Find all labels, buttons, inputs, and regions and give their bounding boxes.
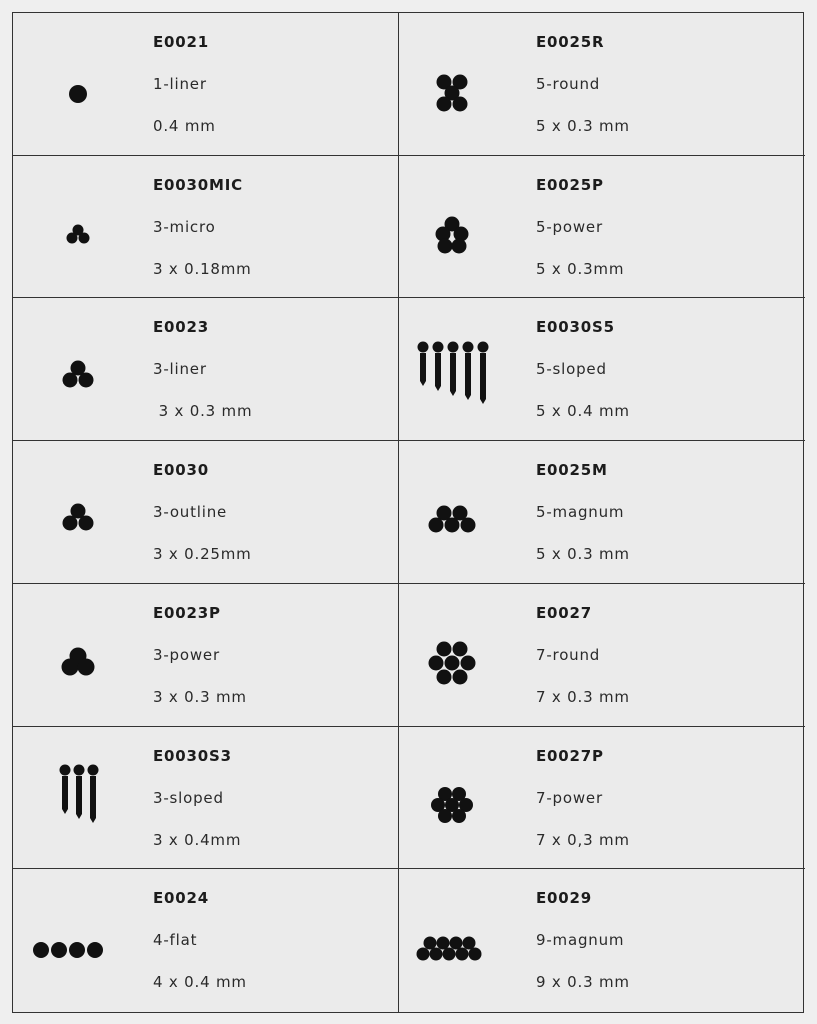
product-code: E0025P bbox=[536, 175, 604, 194]
product-description: 5-sloped bbox=[536, 360, 607, 379]
product-code: E0030S5 bbox=[536, 318, 615, 337]
product-description: 5-round bbox=[536, 75, 601, 93]
needle-3-outline-icon bbox=[21, 441, 111, 583]
needle-3-power-icon bbox=[21, 584, 111, 726]
product-description: 1-liner bbox=[153, 75, 207, 93]
product-size: 7 x 0,3 mm bbox=[536, 830, 630, 849]
needle-1-liner-icon bbox=[21, 13, 111, 155]
needle-9-magnum-icon bbox=[407, 869, 497, 1012]
table-cell bbox=[399, 441, 805, 584]
table-cell bbox=[13, 869, 399, 1012]
table-cell bbox=[13, 727, 399, 870]
product-size: 5 x 0.3mm bbox=[536, 259, 625, 278]
needle-3-micro-icon bbox=[21, 156, 111, 298]
needle-7-power-icon bbox=[407, 727, 497, 869]
needle-5-magnum-icon bbox=[407, 441, 497, 583]
product-code: E0027 bbox=[536, 603, 592, 622]
needle-3-liner-icon bbox=[21, 298, 111, 440]
table-cell bbox=[399, 584, 805, 727]
product-code: E0030 bbox=[153, 461, 209, 480]
product-size: 9 x 0.3 mm bbox=[536, 973, 630, 992]
product-size: 3 x 0.25mm bbox=[153, 545, 252, 564]
needle-7-round-icon bbox=[407, 584, 497, 726]
table-cell bbox=[13, 156, 399, 299]
product-description: 7-power bbox=[536, 788, 603, 807]
needle-5-sloped-icon bbox=[407, 298, 497, 440]
table-cell bbox=[399, 869, 805, 1012]
product-size: 7 x 0.3 mm bbox=[536, 687, 630, 706]
product-size: 5 x 0.3 mm bbox=[536, 117, 630, 135]
product-description: 3-outline bbox=[153, 503, 228, 522]
needle-table bbox=[12, 12, 804, 1013]
product-size: 0.4 mm bbox=[153, 117, 216, 135]
product-size: 5 x 0.4 mm bbox=[536, 402, 630, 421]
product-size: 5 x 0.3 mm bbox=[536, 545, 630, 564]
needle-3-sloped-icon bbox=[21, 727, 111, 869]
table-cell bbox=[399, 298, 805, 441]
needle-5-round-icon bbox=[407, 13, 497, 155]
product-description: 3-liner bbox=[153, 360, 207, 379]
product-code: E0023 bbox=[153, 318, 209, 337]
product-code: E0030MIC bbox=[153, 175, 243, 194]
product-code: E0030S3 bbox=[153, 746, 232, 765]
product-description: 4-flat bbox=[153, 931, 198, 950]
table-cell bbox=[399, 727, 805, 870]
product-description: 9-magnum bbox=[536, 931, 625, 950]
product-code: E0025M bbox=[536, 461, 608, 480]
needle-4-flat-icon bbox=[21, 869, 111, 1012]
product-code: E0027P bbox=[536, 746, 604, 765]
table-cell bbox=[13, 13, 399, 156]
table-cell bbox=[13, 441, 399, 584]
table-cell bbox=[13, 298, 399, 441]
product-description: 5-magnum bbox=[536, 503, 625, 522]
product-size: 3 x 0.4mm bbox=[153, 830, 242, 849]
product-description: 3-micro bbox=[153, 217, 216, 236]
table-cell bbox=[399, 156, 805, 299]
needle-5-power-icon bbox=[407, 156, 497, 298]
product-code: E0023P bbox=[153, 603, 221, 622]
product-description: 3-power bbox=[153, 645, 220, 664]
product-description: 3-sloped bbox=[153, 788, 224, 807]
product-description: 7-round bbox=[536, 645, 601, 664]
product-code: E0024 bbox=[153, 889, 209, 908]
product-size: 3 x 0.3 mm bbox=[153, 402, 253, 421]
product-code: E0025R bbox=[536, 33, 605, 51]
product-code: E0029 bbox=[536, 889, 592, 908]
product-size: 4 x 0.4 mm bbox=[153, 973, 247, 992]
product-code: E0021 bbox=[153, 33, 209, 51]
product-description: 5-power bbox=[536, 217, 603, 236]
table-cell bbox=[13, 584, 399, 727]
table-cell bbox=[399, 13, 805, 156]
product-size: 3 x 0.18mm bbox=[153, 259, 252, 278]
product-size: 3 x 0.3 mm bbox=[153, 687, 247, 706]
